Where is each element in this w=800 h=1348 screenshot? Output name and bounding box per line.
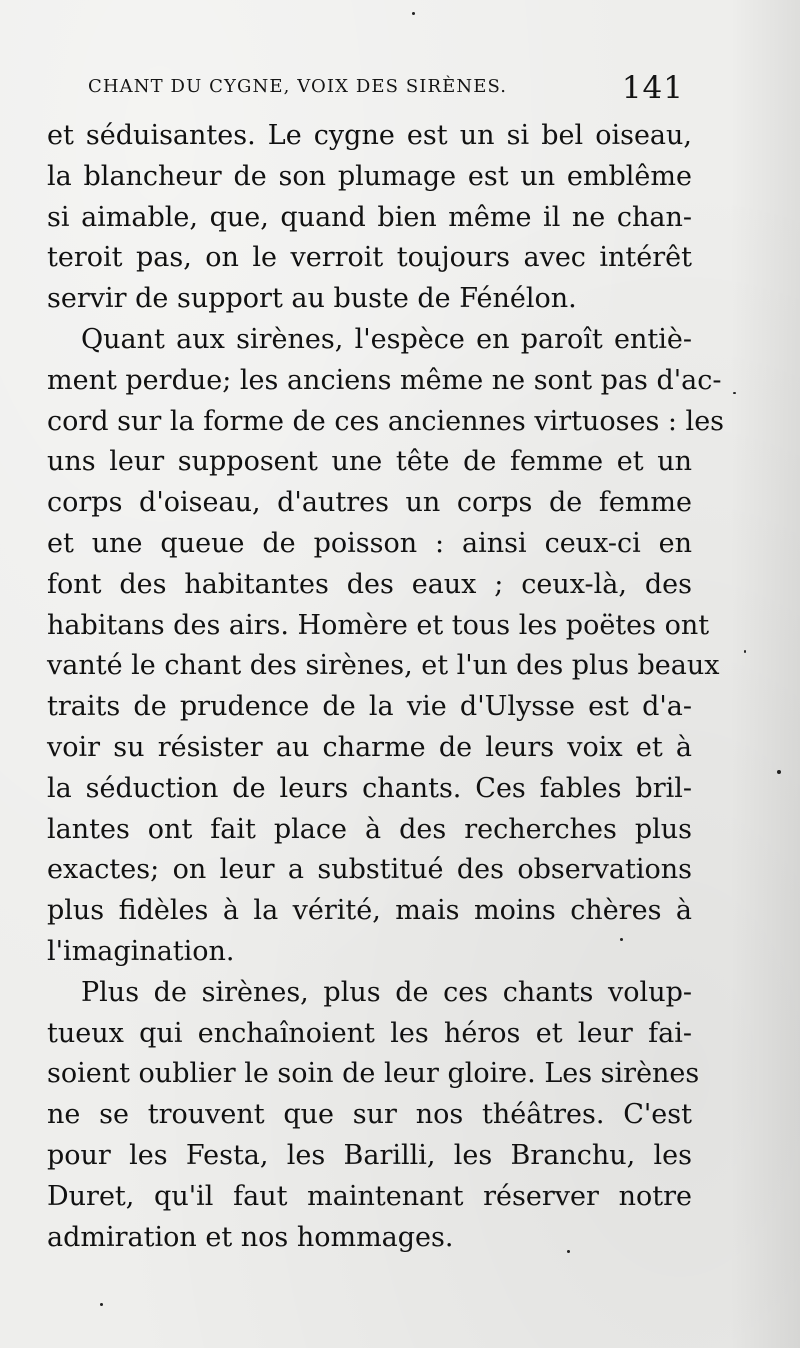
text-line: si aimable, que, quand bien même il ne chan- [47, 201, 692, 233]
text-line: la séduction de leurs chants. Ces fables bril- [47, 772, 692, 804]
text-line: servir de support au buste de Fénélon. [47, 283, 577, 315]
text-line: habitans des airs. Homère et tous les poëtes ont [47, 609, 710, 641]
body-text [47, 116, 725, 1258]
text-line: la blancheur de son plumage est un emblême [47, 160, 692, 192]
text-line: l'imagination. [47, 935, 235, 967]
text-line: et une queue de poisson : ainsi ceux-ci en [47, 527, 692, 559]
ink-speck [100, 1303, 103, 1306]
text-line: exactes; on leur a substitué des observations [47, 854, 692, 886]
text-line: ne se trouvent que sur nos théâtres. C'est [47, 1099, 692, 1131]
text-line: Duret, qu'il faut maintenant réserver notre [47, 1180, 692, 1212]
text-line: et séduisantes. Le cygne est un si bel oiseau, [47, 120, 692, 151]
text-line: font des habitantes des eaux ; ceux-là, des [47, 568, 692, 600]
page-edge-shadow [730, 0, 800, 1348]
ink-speck [733, 392, 736, 394]
text-line: uns leur supposent une tête de femme et un [47, 446, 692, 478]
text-line: vanté le chant des sirènes, et l'un des plus beaux [47, 650, 720, 682]
ink-speck [412, 12, 415, 15]
text-line: Plus de sirènes, plus de ces chants volup- [81, 976, 692, 1008]
ink-speck [777, 770, 781, 774]
text-line: traits de prudence de la vie d'Ulysse est d'a- [47, 691, 692, 723]
text-line: teroit pas, on le verroit toujours avec intérêt [47, 242, 692, 274]
running-head [88, 72, 684, 106]
text-line: admiration et nos hommages. [47, 1221, 454, 1253]
ink-speck [567, 1250, 570, 1253]
running-head-title: CHANT DU CYGNE, VOIX DES SIRÈNES. [88, 76, 508, 97]
text-line: cord sur la forme de ces anciennes virtuoses : les [47, 405, 725, 437]
text-line: voir su résister au charme de leurs voix et à [47, 731, 692, 763]
text-line: soient oublier le soin de leur gloire. Les sirènes [47, 1058, 700, 1090]
text-line: plus fidèles à la vérité, mais moins chères à [47, 895, 692, 927]
ink-speck [744, 650, 746, 653]
text-line: pour les Festa, les Barilli, les Branchu, les [47, 1139, 692, 1171]
text-line: corps d'oiseau, d'autres un corps de femme [47, 487, 692, 519]
ink-speck [620, 938, 623, 941]
page-number: 141 [621, 70, 684, 106]
text-line: Quant aux sirènes, l'espèce en paroît entiè- [81, 323, 692, 355]
text-line: ment perdue; les anciens même ne sont pas d'ac- [47, 364, 722, 396]
text-line: tueux qui enchaînoient les héros et leur fai- [47, 1017, 692, 1049]
text-line: lantes ont fait place à des recherches plus [47, 813, 692, 845]
